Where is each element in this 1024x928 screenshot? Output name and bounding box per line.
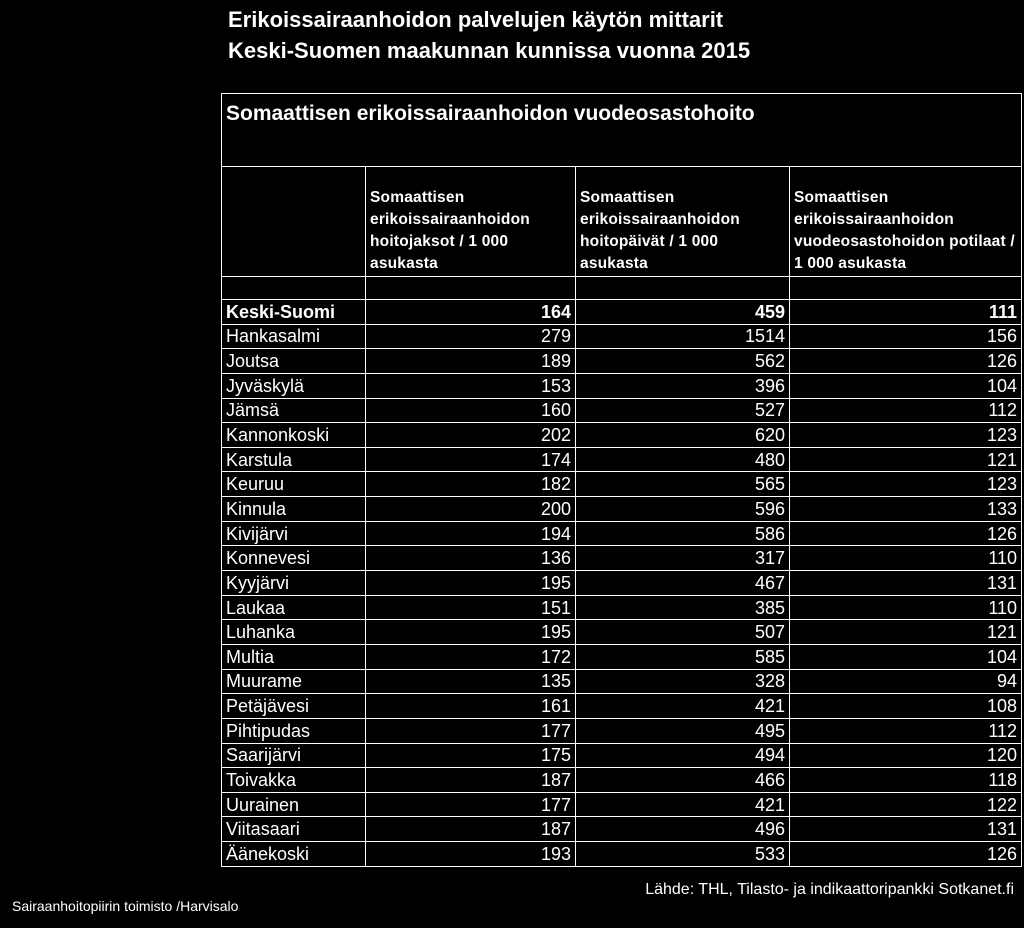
value-hoitojaksot: 182: [366, 472, 576, 497]
value-hoitojaksot: 195: [366, 571, 576, 596]
municipality-name: Keuruu: [222, 472, 366, 497]
value-hoitojaksot: 151: [366, 595, 576, 620]
table-row: [222, 842, 1022, 867]
municipality-name: Jyväskylä: [222, 373, 366, 398]
caption-row: [222, 94, 1022, 167]
value-hoitojaksot: 135: [366, 669, 576, 694]
value-hoitopaivat: 586: [576, 521, 790, 546]
value-potilaat: 110: [790, 546, 1022, 571]
footer-note: Sairaanhoitopiirin toimisto /Harvisalo: [12, 898, 239, 914]
value-potilaat: 104: [790, 644, 1022, 669]
value-hoitojaksot: 202: [366, 423, 576, 448]
value-potilaat: 122: [790, 792, 1022, 817]
value-hoitopaivat: 385: [576, 595, 790, 620]
value-potilaat: 94: [790, 669, 1022, 694]
value-potilaat: 126: [790, 349, 1022, 374]
value-hoitopaivat: 495: [576, 718, 790, 743]
value-hoitopaivat: 494: [576, 743, 790, 768]
table-row: [222, 743, 1022, 768]
title-line-1: Erikoissairaanhoidon palvelujen käytön mittarit: [228, 7, 724, 32]
municipality-name: Jämsä: [222, 398, 366, 423]
column-header-potilaat: Somaattisen erikoissairaanhoidon vuodeosastohoidon potilaat / 1 000 asukasta: [790, 167, 1022, 277]
value-hoitopaivat: 317: [576, 546, 790, 571]
column-header-hoitopaivat: Somaattisen erikoissairaanhoidon hoitopäivät / 1 000 asukasta: [576, 167, 790, 277]
value-potilaat: 118: [790, 768, 1022, 793]
table-row: [222, 571, 1022, 596]
value-hoitopaivat: 1514: [576, 324, 790, 349]
table-row: [222, 423, 1022, 448]
value-hoitopaivat: 527: [576, 398, 790, 423]
table-row: [222, 718, 1022, 743]
value-potilaat: 104: [790, 373, 1022, 398]
value-hoitopaivat: 565: [576, 472, 790, 497]
municipality-name: Saarijärvi: [222, 743, 366, 768]
municipality-name: Toivakka: [222, 768, 366, 793]
value-hoitopaivat: 585: [576, 644, 790, 669]
municipality-name: Äänekoski: [222, 842, 366, 867]
value-hoitojaksot: 136: [366, 546, 576, 571]
table-row: [222, 472, 1022, 497]
value-hoitopaivat: 533: [576, 842, 790, 867]
header-row: [222, 167, 1022, 277]
value-hoitopaivat: 466: [576, 768, 790, 793]
table-row: [222, 644, 1022, 669]
value-potilaat: 131: [790, 571, 1022, 596]
value-hoitojaksot: 175: [366, 743, 576, 768]
value-potilaat: 121: [790, 620, 1022, 645]
table-row: [222, 817, 1022, 842]
value-hoitojaksot: 279: [366, 324, 576, 349]
header-empty-cell: [222, 167, 366, 277]
value-potilaat: 108: [790, 694, 1022, 719]
value-hoitopaivat: 562: [576, 349, 790, 374]
data-table: [221, 93, 1022, 867]
value-hoitojaksot: 164: [366, 300, 576, 325]
title-line-2: Keski-Suomen maakunnan kunnissa vuonna 2015: [228, 38, 751, 63]
value-hoitojaksot: 200: [366, 497, 576, 522]
value-hoitojaksot: 177: [366, 792, 576, 817]
municipality-name: Karstula: [222, 447, 366, 472]
value-hoitopaivat: 467: [576, 571, 790, 596]
value-hoitopaivat: 496: [576, 817, 790, 842]
value-hoitojaksot: 195: [366, 620, 576, 645]
value-potilaat: 110: [790, 595, 1022, 620]
table-row: [222, 792, 1022, 817]
table-caption: Somaattisen erikoissairaanhoidon vuodeosastohoito: [222, 94, 1022, 167]
value-hoitojaksot: 189: [366, 349, 576, 374]
value-hoitojaksot: 153: [366, 373, 576, 398]
municipality-name: Petäjävesi: [222, 694, 366, 719]
value-potilaat: 111: [790, 300, 1022, 325]
value-hoitopaivat: 328: [576, 669, 790, 694]
table-row: [222, 398, 1022, 423]
value-potilaat: 133: [790, 497, 1022, 522]
value-hoitopaivat: 459: [576, 300, 790, 325]
table-row: [222, 373, 1022, 398]
value-potilaat: 123: [790, 423, 1022, 448]
municipality-name: Muurame: [222, 669, 366, 694]
municipality-name: Laukaa: [222, 595, 366, 620]
municipality-name: Viitasaari: [222, 817, 366, 842]
table-row: [222, 694, 1022, 719]
value-hoitojaksot: 193: [366, 842, 576, 867]
value-potilaat: 126: [790, 521, 1022, 546]
spacer-row: [222, 277, 1022, 300]
municipality-name: Luhanka: [222, 620, 366, 645]
value-potilaat: 131: [790, 817, 1022, 842]
municipality-name: Hankasalmi: [222, 324, 366, 349]
table-row: [222, 595, 1022, 620]
spacer-cell: [222, 277, 366, 300]
value-hoitojaksot: 187: [366, 817, 576, 842]
municipality-name: Kyyjärvi: [222, 571, 366, 596]
table-row: [222, 669, 1022, 694]
municipality-name: Kannonkoski: [222, 423, 366, 448]
value-hoitojaksot: 177: [366, 718, 576, 743]
value-hoitopaivat: 507: [576, 620, 790, 645]
table-row: [222, 546, 1022, 571]
value-hoitojaksot: 194: [366, 521, 576, 546]
value-potilaat: 156: [790, 324, 1022, 349]
table-row: [222, 447, 1022, 472]
total-row: [222, 300, 1022, 325]
region-name: Keski-Suomi: [222, 300, 366, 325]
value-hoitojaksot: 174: [366, 447, 576, 472]
source-note: Lähde: THL, Tilasto- ja indikaattoripankki Sotkanet.fi: [645, 881, 1014, 898]
value-hoitopaivat: 421: [576, 792, 790, 817]
table-row: [222, 768, 1022, 793]
value-hoitopaivat: 421: [576, 694, 790, 719]
column-header-hoitojaksot: Somaattisen erikoissairaanhoidon hoitojaksot / 1 000 asukasta: [366, 167, 576, 277]
value-potilaat: 121: [790, 447, 1022, 472]
municipality-name: Multia: [222, 644, 366, 669]
municipality-name: Pihtipudas: [222, 718, 366, 743]
table-row: [222, 497, 1022, 522]
value-hoitopaivat: 480: [576, 447, 790, 472]
spacer-cell: [790, 277, 1022, 300]
municipality-name: Joutsa: [222, 349, 366, 374]
value-potilaat: 120: [790, 743, 1022, 768]
value-hoitojaksot: 172: [366, 644, 576, 669]
table-row: [222, 620, 1022, 645]
value-hoitopaivat: 596: [576, 497, 790, 522]
municipality-name: Konnevesi: [222, 546, 366, 571]
value-hoitopaivat: 396: [576, 373, 790, 398]
value-potilaat: 126: [790, 842, 1022, 867]
table-row: [222, 324, 1022, 349]
value-potilaat: 123: [790, 472, 1022, 497]
value-hoitojaksot: 161: [366, 694, 576, 719]
municipality-name: Uurainen: [222, 792, 366, 817]
table-row: [222, 521, 1022, 546]
spacer-cell: [576, 277, 790, 300]
value-hoitojaksot: 187: [366, 768, 576, 793]
municipality-name: Kivijärvi: [222, 521, 366, 546]
value-potilaat: 112: [790, 718, 1022, 743]
page-title: [228, 4, 750, 66]
municipality-name: Kinnula: [222, 497, 366, 522]
value-hoitojaksot: 160: [366, 398, 576, 423]
value-potilaat: 112: [790, 398, 1022, 423]
spacer-cell: [366, 277, 576, 300]
value-hoitopaivat: 620: [576, 423, 790, 448]
table-row: [222, 349, 1022, 374]
